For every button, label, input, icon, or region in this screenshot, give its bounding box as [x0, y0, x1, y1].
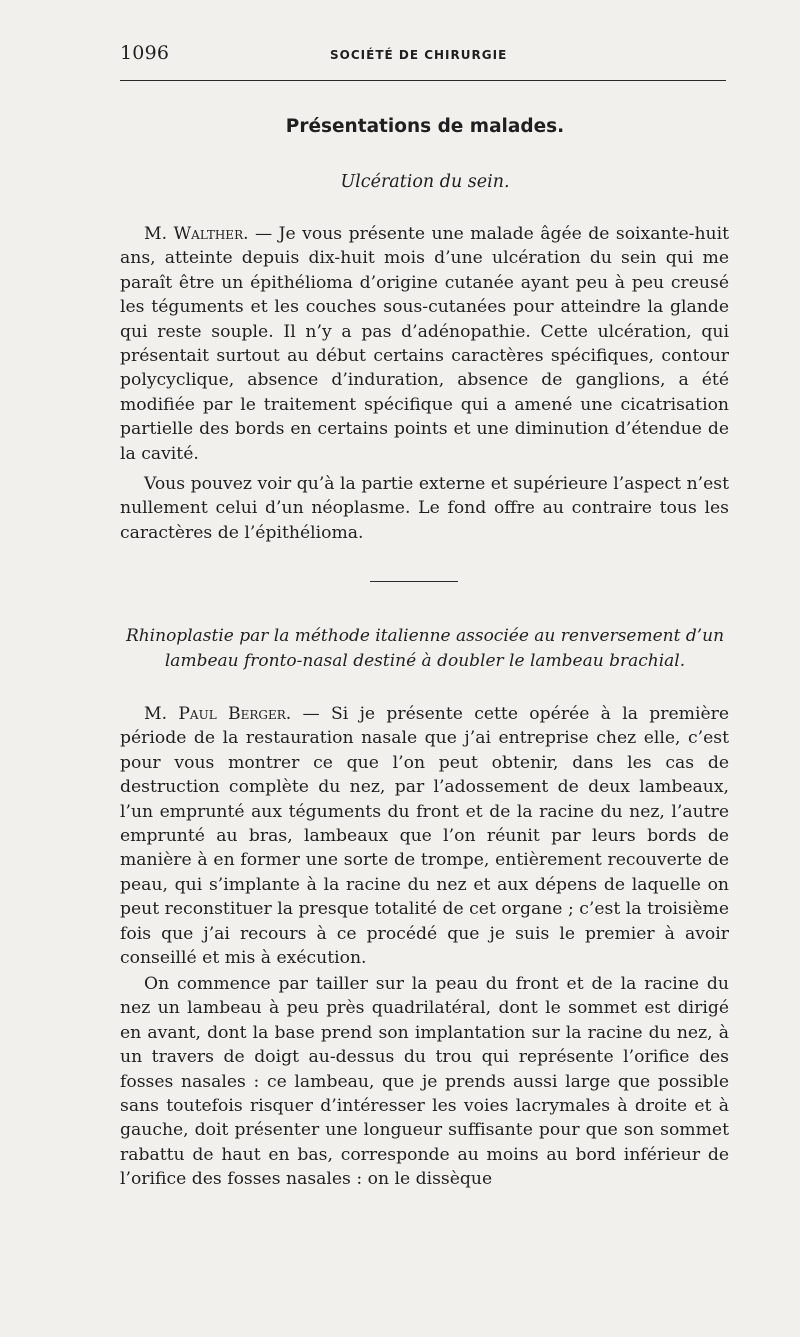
case2-title-line-1: Rhinoplastie par la méthode italienne associée au renversement d’un: [125, 626, 725, 646]
page-header: [120, 42, 730, 72]
case2-paragraph-1: [120, 702, 729, 970]
case1-paragraph-2: Vous pouvez voir qu’à la partie externe et supérieure l’aspect n’est nullement celui d’un néoplasme. Le fond offre au contraire tous les caractères de l’épithélioma.: [120, 474, 729, 543]
case2-paragraph-2: On commence par tailler sur la peau du front et de la racine du nez un lambeau à peu près quadrilatéral, dont le sommet est dirigé en avant, dont la base prend son implantation sur la racine du nez, à un travers de doigt au-dessus du trou qui représente l’orifice des fosses nasales : ce lambeau, que je prends aussi large que possible sans toutefois risquer d’intéresser les voies lacrymales à droite et à gauche, doit présenter une longueur suffisante pour que son sommet rabattu de haut en bas, corresponde au moins au bord inférieur de l’orifice des fosses nasales : on le dissèque: [120, 974, 729, 1190]
section-divider: [370, 581, 458, 582]
case1-title: Ulcération du sein.: [340, 172, 510, 192]
case2-title-line-2: lambeau fronto-nasal destiné à doubler le lambeau brachial.: [164, 651, 686, 671]
case2-paragraph-1-text: — Si je présente cette opérée à la première période de la restauration nasale que j’ai entreprise chez elle, c’est pour vous montrer ce que l’on peut obtenir, dans les cas de destruction complète du nez, par l’adossement de deux lambeaux, l’un emprunté aux téguments du front et de la racine du nez, l’autre emprunté au bras, lambeaux que l’on réunit par leurs bords de manière à en former une sorte de trompe, entièrement recouverte de peau, qui s’implante à la racine du nez et aux dépens de laquelle on peut reconstituer la presque totalité de cet organe ; c’est la troisième fois que j’ai recours à ce procédé que je suis le premier à avoir conseillé et mis à exécution.: [120, 704, 729, 969]
page-number: 1096: [120, 42, 170, 64]
case2-speaker: M. Paul Berger.: [144, 704, 292, 724]
case1-speaker: M. Walther.: [144, 224, 249, 244]
header-rule: [120, 80, 726, 81]
running-head: SOCIÉTÉ DE CHIRURGIE: [330, 48, 508, 62]
case1-paragraph-1-text: — Je vous présente une malade âgée de soixante-huit ans, atteinte depuis dix-huit mois d’une ulcération du sein qui me paraît être un épithélioma d’origine cutanée ayant peu à peu creusé les téguments et les couches sous-cutanées pour atteindre la glande qui reste souple. Il n’y a pas d’adénopathie. Cette ulcération, qui présentait surtout au début certains caractères spécifiques, contour polycyclique, absence d’induration, absence de ganglions, a été modifiée par le traitement spécifique qui a amené une cicatrisation partielle des bords en certains points et une diminution d’étendue de la cavité.: [120, 224, 729, 464]
section-title: Présentations de malades.: [285, 116, 565, 137]
case1-paragraph-1: [120, 222, 729, 466]
case2-title: [120, 624, 730, 674]
